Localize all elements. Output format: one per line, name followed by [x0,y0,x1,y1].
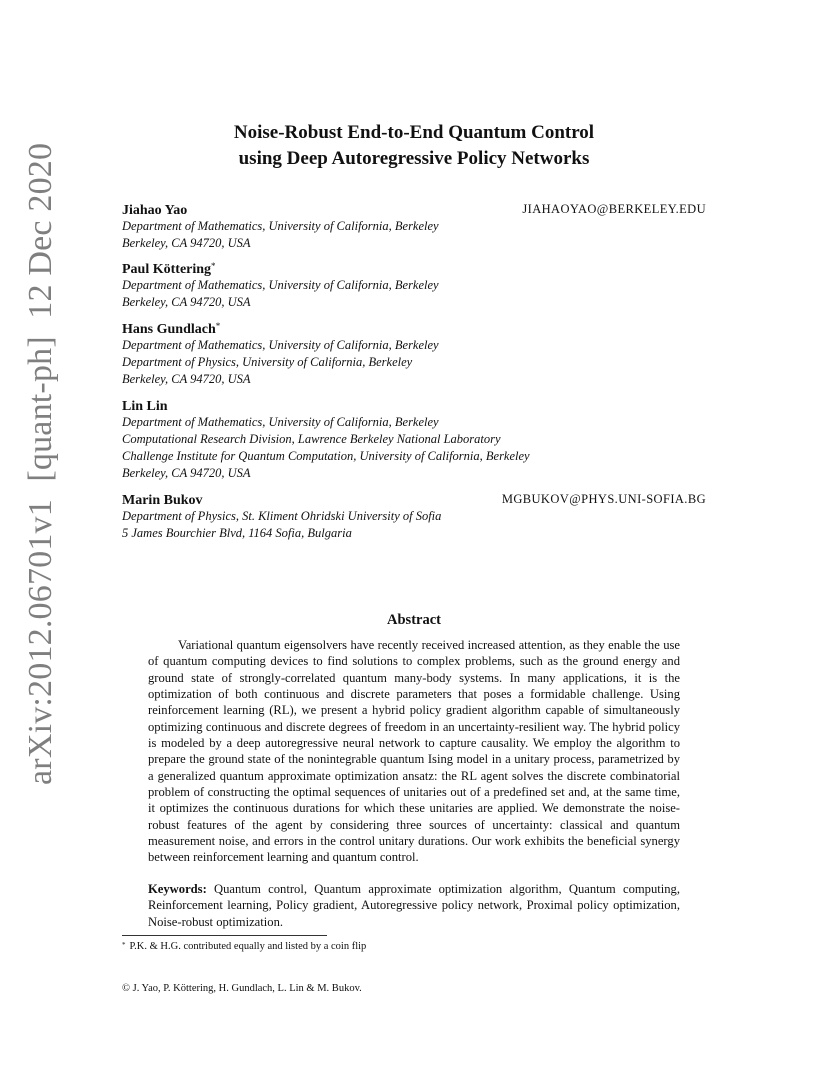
keywords-label: Keywords: [148,882,207,896]
footnote-marker: * [211,261,216,271]
author-email[interactable]: MGBUKOV@PHYS.UNI-SOFIA.BG [501,492,706,506]
author-affiliation: Department of Mathematics, University of California, Berkeley [122,415,439,429]
author-name: Paul Köttering* [122,261,216,277]
footnote-text: P.K. & H.G. contributed equally and listed by a coin flip [129,941,367,952]
copyright-notice: © J. Yao, P. Köttering, H. Gundlach, L. Lin & M. Bukov. [122,983,362,994]
author-affiliation: Department of Mathematics, University of California, Berkeley [122,338,439,352]
footnote-marker: * [215,321,221,331]
footnote-marker: * [122,941,126,949]
keywords-text: Quantum control, Quantum approximate optimization algorithm, Quantum computing, Reinforcement learning, Policy gradient, Autoregressive policy network, Proximal policy optimization, Noise-robust optimization. [148,882,680,929]
author-affiliation: 5 James Bourchier Blvd, 1164 Sofia, Bulgaria [122,526,352,540]
author-block-kottering [122,260,712,311]
author-block-yao [122,201,712,252]
abstract-heading: Abstract [387,612,441,628]
author-affiliation: Department of Mathematics, University of California, Berkeley [122,219,439,233]
author-name: Lin Lin [122,399,168,414]
author-block-gundlach [122,320,712,388]
author-name: Hans Gundlach* [122,321,221,337]
author-affiliation: Department of Physics, University of California, Berkeley [122,355,413,369]
author-affiliation: Berkeley, CA 94720, USA [122,236,251,250]
author-block-lin [122,397,712,482]
author-affiliation: Berkeley, CA 94720, USA [122,466,251,480]
footnote [122,941,366,952]
author-affiliation: Berkeley, CA 94720, USA [122,295,251,309]
author-affiliation: Department of Mathematics, University of California, Berkeley [122,278,439,292]
author-affiliation: Department of Physics, St. Kliment Ohridski University of Sofia [122,509,442,523]
keywords-paragraph [148,881,680,930]
author-name: Jiahao Yao [122,203,188,218]
title-line-1: Noise-Robust End-to-End Quantum Control [233,122,595,143]
author-affiliation: Computational Research Division, Lawrence Berkeley National Laboratory [122,432,501,446]
paper-title [0,120,828,172]
footnote-rule [122,935,327,936]
author-block-bukov [122,491,712,542]
author-email[interactable]: JIAHAOYAO@BERKELEY.EDU [522,202,706,216]
author-name: Marin Bukov [122,493,203,508]
arxiv-identifier-stamp: arXiv:2012.06701v1 [quant-ph] 12 Dec 2020 [22,142,59,785]
author-affiliation: Berkeley, CA 94720, USA [122,372,251,386]
author-affiliation: Challenge Institute for Quantum Computation, University of California, Berkeley [122,449,530,463]
abstract-text: Variational quantum eigensolvers have recently received increased attention, as they enable the use of quantum computing devices to find solutions to complex problems, such as the ground energy and ground state of strongly-correlated quantum many-body systems. In many applications, it is the optimization of both continuous and discrete parameters that poses a formidable challenge. Using reinforcement learning (RL), we present a hybrid policy gradient algorithm capable of simultaneously optimizing continuous and discrete degrees of freedom in an uncertainty-resilient way. The hybrid policy is modeled by a deep autoregressive neural network to capture causality. We employ the algorithm to prepare the ground state of the nonintegrable quantum Ising model in a unitary process, parametrized by a generalized quantum approximate optimization ansatz: the RL agent solves the discrete combinatorial problem of constructing the optimal sequences of unitaries out of a predefined set and, at the same time, it optimizes the continuous durations for which these unitaries are applied. We demonstrate the noise-robust features of the agent by considering three sources of uncertainty: classical and quantum measurement noise, and errors in the control unitary durations. Our work exhibits the beneficial synergy between reinforcement learning and quantum control. [148,638,680,865]
title-line-2: using Deep Autoregressive Policy Networks [238,148,590,169]
